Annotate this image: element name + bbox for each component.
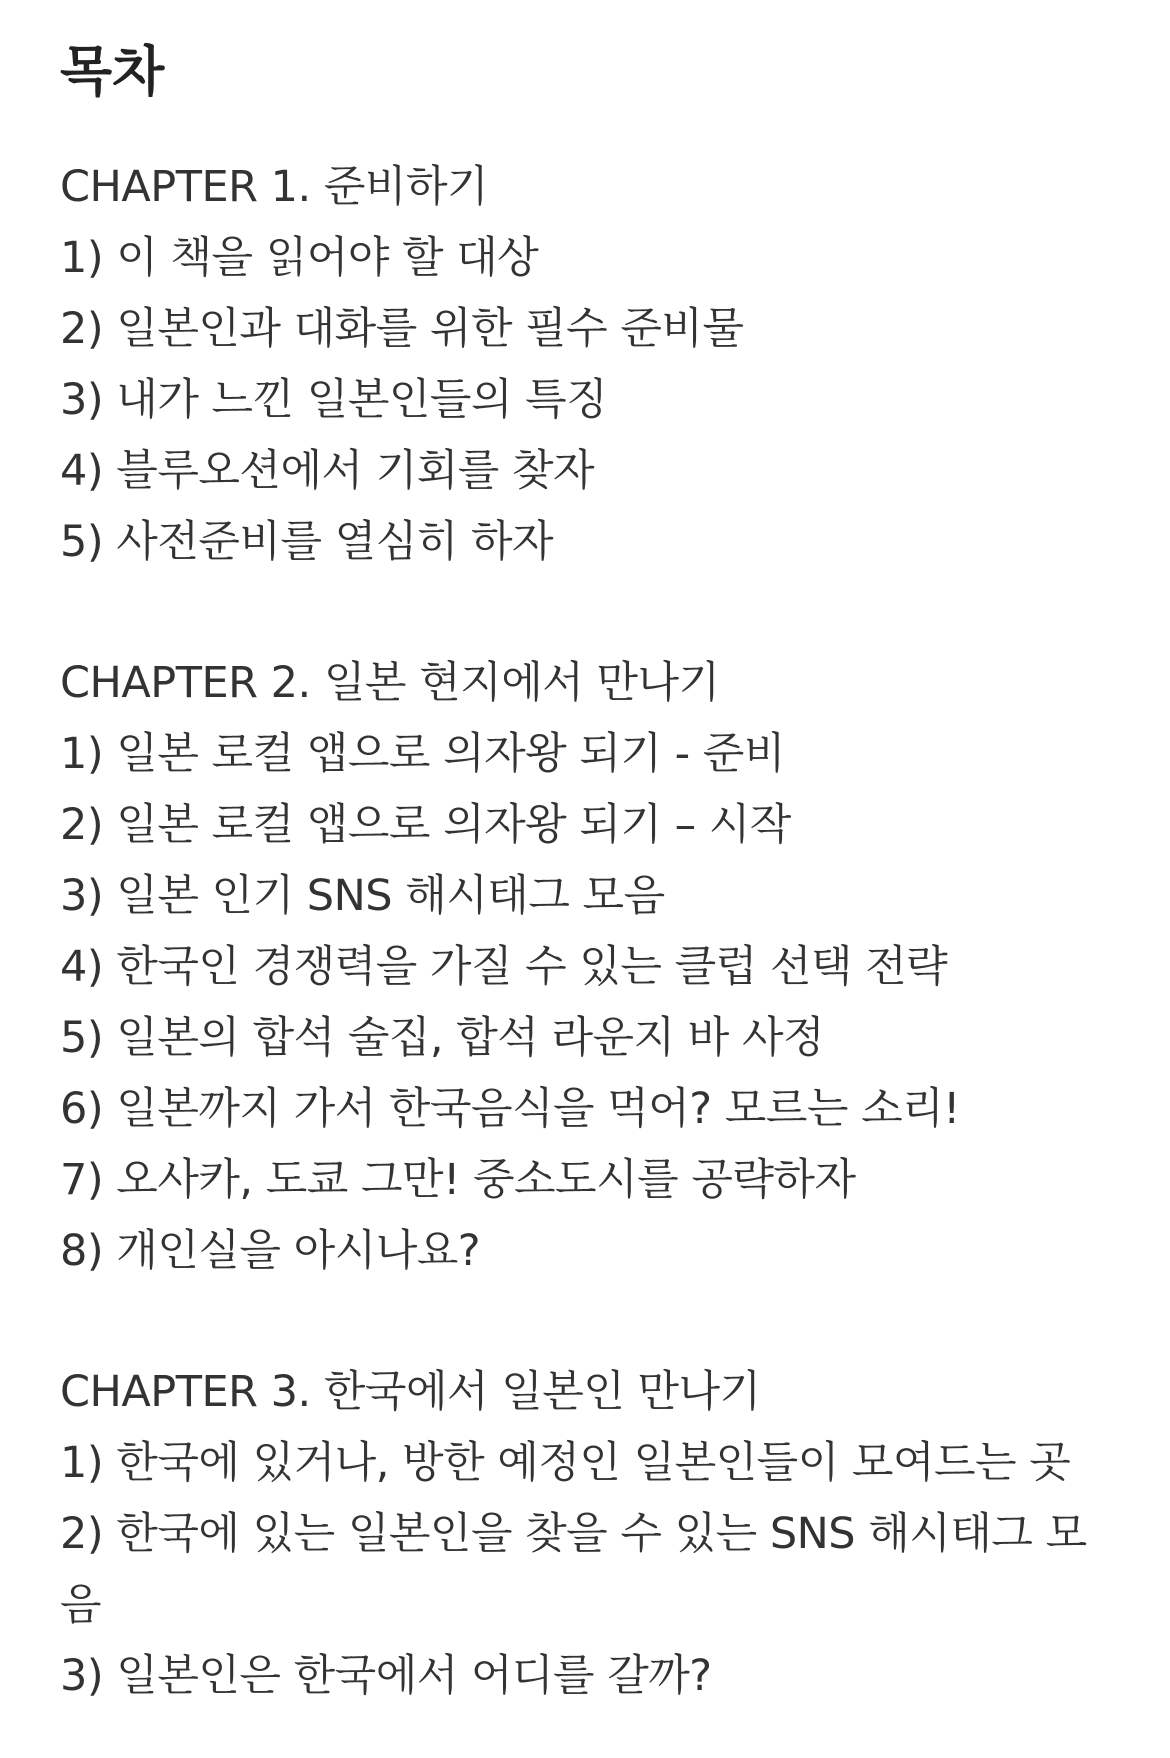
list-item: 7) 오사카, 도쿄 그만! 중소도시를 공략하자 (60, 1155, 856, 1205)
list-item: 3) 일본인은 한국에서 어디를 갈까? (60, 1651, 712, 1701)
list-item: 2) 한국에 있는 일본인을 찾을 수 있는 SNS 해시태그 모음 (60, 1509, 1087, 1630)
list-item: 1) 이 책을 읽어야 할 대상 (60, 233, 539, 283)
list-item: 6) 일본까지 가서 한국음식을 먹어? 모르는 소리! (60, 1084, 960, 1134)
list-item: 3) 내가 느낀 일본인들의 특징 (60, 375, 608, 425)
list-item: 1) 한국에 있거나, 방한 예정인 일본인들이 모여드는 곳 (60, 1438, 1071, 1488)
list-item: 2) 일본 로컬 앱으로 의자왕 되기 – 시작 (60, 800, 791, 850)
list-item: 4) 한국인 경쟁력을 가질 수 있는 클럽 선택 전략 (60, 942, 948, 992)
chapter-heading: CHAPTER 1. 준비하기 (60, 162, 489, 212)
page-title: 목차 (60, 40, 165, 103)
list-item: 2) 일본인과 대화를 위한 필수 준비물 (60, 304, 744, 354)
chapter-1 (60, 152, 1150, 578)
chapter-2 (60, 648, 1150, 1287)
list-item: 8) 개인실을 아시나요? (60, 1226, 481, 1276)
list-item: 5) 사전준비를 열심히 하자 (60, 517, 554, 567)
chapter-heading: CHAPTER 3. 한국에서 일본인 만나기 (60, 1367, 761, 1417)
list-item: 3) 일본 인기 SNS 해시태그 모음 (60, 871, 665, 921)
chapter-3 (60, 1357, 1150, 1712)
list-item: 4) 블루오션에서 기회를 찾자 (60, 446, 595, 496)
list-item: 1) 일본 로컬 앱으로 의자왕 되기 - 준비 (60, 729, 785, 779)
table-of-contents (60, 32, 1150, 1712)
chapter-heading: CHAPTER 2. 일본 현지에서 만나기 (60, 658, 720, 708)
list-item: 5) 일본의 합석 술집, 합석 라운지 바 사정 (60, 1013, 825, 1063)
